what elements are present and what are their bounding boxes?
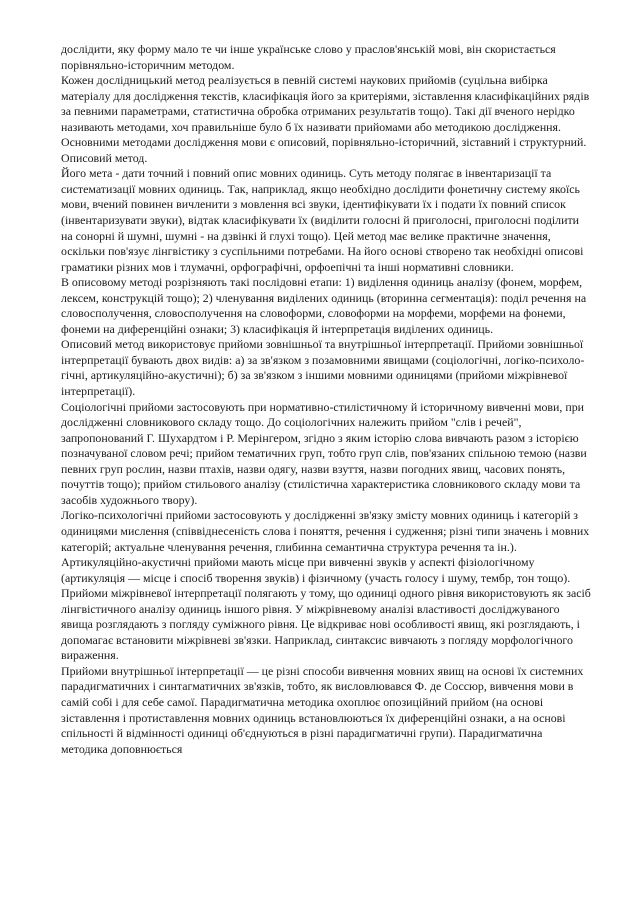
paragraph-logical-psychological-techniques: Логіко-психологічні прийоми застосовують у дослідженні зв'язку змісту мовних одиниць і категорій з одиницями мислення (співвіднесеність слова і поняття, речення і судження; різні типи значень і мовних категорій; актуальне членування речення, глибинна семантична структура речення та ін.). (61, 508, 590, 554)
paragraph-articulatory-acoustic-techniques: Артикуляційно-акустичні прийоми мають місце при вивченні звуків у аспекті фізіологічному (артикуляція — місце і спосіб творення звуків) і фізичному (участь голосу і шуму, тембр, тон тощо). (61, 555, 571, 585)
document-page (61, 42, 591, 757)
paragraph-descriptive-goal: Його мета - дати точний і повний опис мовних одиниць. Суть методу полягає в інвентаризації та систематизації мовних одиниць. Так, наприклад, якщо необхідно дослідити фонетичну систему якоїсь мови, вчений повинен вичленити з мовлення всі звуки, ідентифікувати їх і подати їх повний список (інвентаризувати звуки), відтак класифікувати їх (виділити голосні й приголосні, приголосні поділити на сонорні й шумні, шумні - на дзвінкі й глухі тощо). Цей метод має велике практичне значення, оскільки пов'язує лінгвістику з суспільними потребами. На його основі створено так необхідні описові граматики різних мов і тлумачні, орфографічні, орфоепічні та інші нормативні словники. (61, 166, 584, 274)
paragraph-internal-interpretation: Прийоми внутрішньої інтерпретації — це різні способи вивчення мовних явищ на основі їх системних парадигматичних і синтагматичних зв'язків, тобто, як висловлювався Ф. де Соссюр, вивчення мови в самій собі і для себе самої. Парадигматична методика охоплює опозиційний прийом (на основі зіставлення і протиставлення мовних одиниць встановлюються їх диференційні ознаки, а на основі спільності й відмінності одиниці об'єднуються в різні парадигматичні групи). Парадигматична методика доповнюється (61, 663, 584, 756)
paragraph-interpretation-techniques: Описовий метод використовує прийоми зовнішньої та внутрішньої інтерпретації. Прийоми зовнішньої інтерпретації бувають двох видів: а) за зв'язком з позамовними явищами (соціологічні, логіко-психоло-гічні, артикуляційно-акустичні); б) за зв'язком з іншими мовними одиницями (прийоми міжрівневої інтерпретації). (61, 337, 585, 399)
paragraph-interlevel-interpretation: Прийоми міжрівневої інтерпретації полягають у тому, що одиниці одного рівня використовують як засіб лінгвістичного аналізу одиниць іншого рівня. У міжрівневому аналізі властивості досліджуваного явища розглядають з погляду суміжного рівня. Це відкриває нові особливості явищ, які розглядають, і допомагає встановити міжрівневі зв'язки. Наприклад, синтаксис вивчають з погляду морфологічного вираження. (61, 586, 591, 663)
section-heading-descriptive-method: Описовий метод. (61, 150, 148, 165)
paragraph-intro-continuation: дослідити, яку форму мало те чи інше українське слово у праслов'янській мові, він скористається порівняльно-історичним методом. (61, 42, 556, 72)
paragraph-descriptive-stages: В описовому методі розрізняють такі послідовні етапи: 1) виділення одиниць аналізу (фонем, морфем, лексем, конструкцій тощо); 2) членування виділених одиниць (вторинна сегментація): поділ речення на словосполучення, словосполучення на словоформи, словоформи на морфеми, морфеми на фонеми, фонеми на диференційні ознаки; 3) класифікація й інтерпретація виділених одиниць. (61, 275, 587, 336)
paragraph-sociological-techniques: Соціологічні прийоми застосовують при нормативно-стилістичному й історичному вивченні мови, при дослідженні словникового складу тощо. До соціологічних належить прийом "слів і речей", запропонований Г. Шухардтом і Р. Мерінгером, згідно з яким історію слова вивчають разом з історією позначуваної словом речі; прийом тематичних груп, тобто груп слів, пов'язаних спільною темою (назви певних груп рослин, назви птахів, назви одягу, назви взуття, назви погодних явищ, часових понять, почуттів тощо); прийом стильового аналізу (стилістична характеристика словникового складу мови та засобів художнього твору). (61, 399, 587, 507)
paragraph-research-method: Кожен дослідницький метод реалізується в певній системі наукових прийомів (суцільна вибірка матеріалу для дослідження текстів, класифікація його за критеріями, зіставлення класифікаційних рядів за певними параметрами, статистична обробка отриманих результатів тощо). Такі дії вченого нерідко називають методами, хоч правильніше було б їх називати прийомами або методикою дослідження. (61, 73, 590, 134)
paragraph-main-methods: Основними методами дослідження мови є описовий, порівняльно-історичний, зіставний і структурний. (61, 135, 587, 150)
